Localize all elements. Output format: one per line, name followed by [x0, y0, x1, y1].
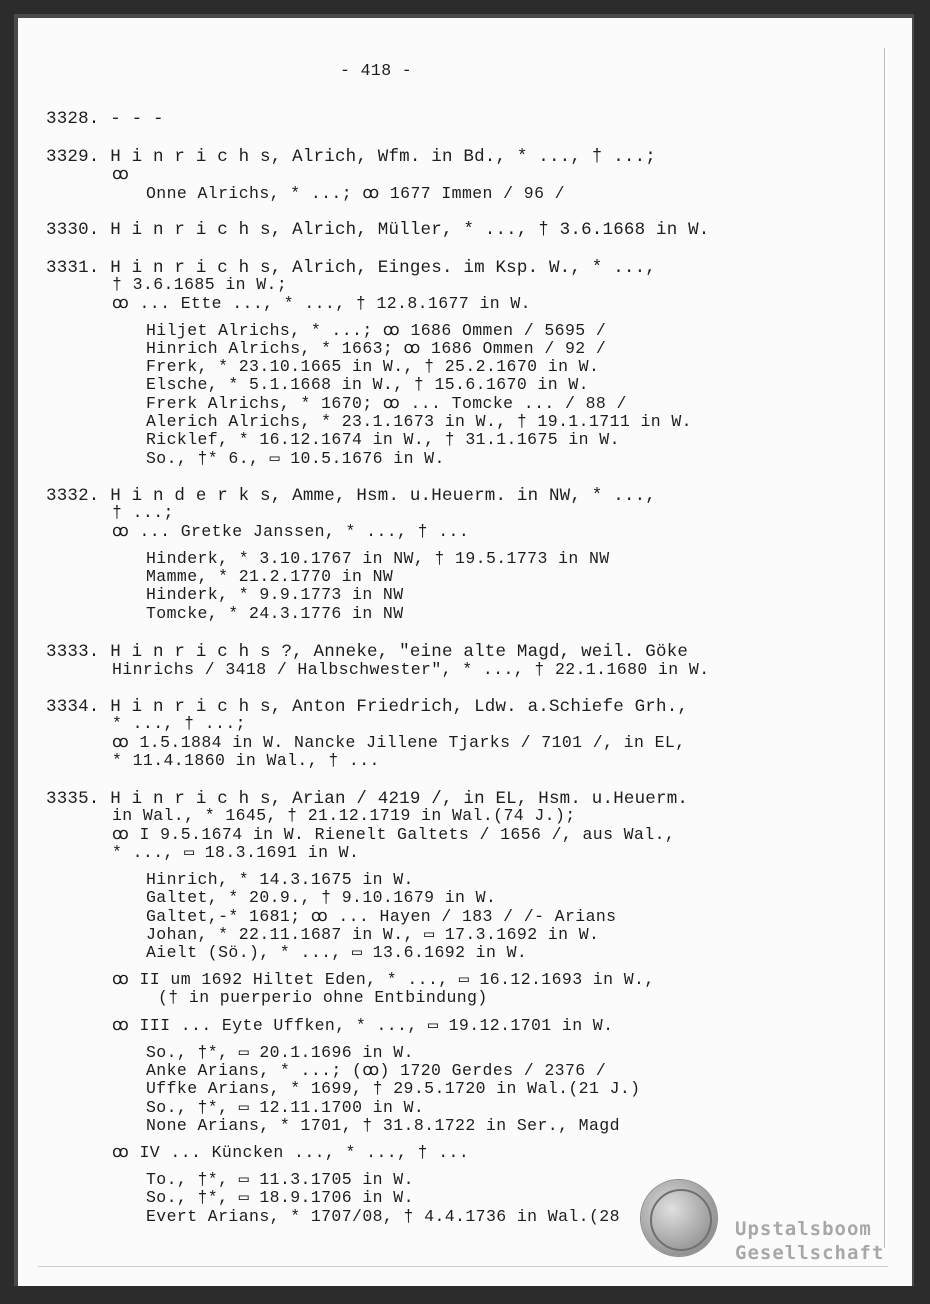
entry-3332-marriage: ꝏ ... Gretke Janssen, * ..., † ...	[112, 522, 470, 541]
entry-3334-death: * ..., † ...;	[112, 714, 246, 733]
logo-line-1: Upstalsboom	[735, 1218, 872, 1240]
entry-3335-child: Uffke Arians, * 1699, † 29.5.1720 in Wal.(21 J.)	[146, 1079, 641, 1098]
entry-3331-death: † 3.6.1685 in W.;	[112, 275, 288, 294]
seal-ring	[650, 1189, 712, 1251]
entry-3335-child: Anke Arians, * ...; (ꝏ) 1720 Gerdes / 2376 /	[146, 1061, 607, 1080]
entry-3335-marriage-1: ꝏ I 9.5.1674 in W. Rienelt Galtets / 1656 /, aus Wal.,	[112, 825, 676, 844]
entry-3335-child: Galtet,-* 1681; ꝏ ... Hayen / 183 / /- Arians	[146, 907, 617, 926]
entry-3334-spouse: * 11.4.1860 in Wal., † ...	[112, 751, 380, 770]
seal-icon	[641, 1180, 717, 1256]
entry-3335-child: Aielt (Sö.), * ..., ▭ 13.6.1692 in W.	[146, 943, 528, 962]
entry-3330-head: 3330. H i n r i c h s, Alrich, Müller, * ..., † 3.6.1668 in W.	[46, 220, 710, 240]
entry-3332-child: Mamme, * 21.2.1770 in NW	[146, 567, 394, 586]
entry-3331-child: Hinrich Alrichs, * 1663; ꝏ 1686 Ommen / 92 /	[146, 339, 607, 358]
entry-3335-child: Hinrich, * 14.3.1675 in W.	[146, 870, 414, 889]
entry-3335-child: Galtet, * 20.9., † 9.10.1679 in W.	[146, 888, 497, 907]
entry-3332-child: Hinderk, * 9.9.1773 in NW	[146, 585, 404, 604]
marriage-symbol: ꝏ	[112, 165, 130, 184]
entry-3335-marriage-4: ꝏ IV ... Küncken ..., * ..., † ...	[112, 1143, 470, 1162]
entry-3331-child: Hiljet Alrichs, * ...; ꝏ 1686 Ommen / 5695 /	[146, 321, 607, 340]
entry-3335-child: So., †*, ▭ 18.9.1706 in W.	[146, 1188, 414, 1207]
entry-3335-life: in Wal., * 1645, † 21.12.1719 in Wal.(74 J.);	[112, 806, 576, 825]
logo-line-2: Gesellschaft	[735, 1242, 885, 1264]
entry-3331-head: 3331. H i n r i c h s, Alrich, Einges. im Ksp. W., * ...,	[46, 258, 656, 278]
entry-3334-marriage: ꝏ 1.5.1884 in W. Nancke Jillene Tjarks / 7101 /, in EL,	[112, 733, 686, 752]
entry-3331-child: Alerich Alrichs, * 23.1.1673 in W., † 19.1.1711 in W.	[146, 412, 692, 431]
entry-3329-child: Onne Alrichs, * ...; ꝏ 1677 Immen / 96 /	[146, 184, 565, 203]
page-number: - 418 -	[340, 61, 413, 80]
entry-3335-child: Johan, * 22.11.1687 in W., ▭ 17.3.1692 in W.	[146, 925, 600, 944]
entry-3328: 3328. - - -	[46, 109, 164, 129]
entry-3333-cont: Hinrichs / 3418 / Halbschwester", * ..., † 22.1.1680 in W.	[112, 660, 710, 679]
entry-3335-head: 3335. H i n r i c h s, Arian / 4219 /, in EL, Hsm. u.Heuerm.	[46, 789, 689, 809]
entry-3331-child: So., †* 6., ▭ 10.5.1676 in W.	[146, 449, 445, 468]
entry-3331-marriage: ꝏ ... Ette ..., * ..., † 12.8.1677 in W.	[112, 294, 531, 313]
entry-3334-head: 3334. H i n r i c h s, Anton Friedrich, Ldw. a.Schiefe Grh.,	[46, 697, 689, 717]
entry-3335-child: Evert Arians, * 1707/08, † 4.4.1736 in Wal.(28	[146, 1207, 620, 1226]
page-right-edge	[884, 48, 885, 1248]
entry-3329-head: 3329. H i n r i c h s, Alrich, Wfm. in Bd., * ..., † ...;	[46, 147, 656, 167]
entry-3335-child: None Arians, * 1701, † 31.8.1722 in Ser., Magd	[146, 1116, 620, 1135]
entry-3331-child: Ricklef, * 16.12.1674 in W., † 31.1.1675 in W.	[146, 430, 620, 449]
entry-3331-child: Elsche, * 5.1.1668 in W., † 15.6.1670 in W.	[146, 375, 589, 394]
entry-3335-note: († in puerperio ohne Entbindung)	[158, 988, 488, 1007]
entry-3333-head: 3333. H i n r i c h s ?, Anneke, "eine alte Magd, weil. Göke	[46, 642, 689, 662]
entry-3332-child: Hinderk, * 3.10.1767 in NW, † 19.5.1773 in NW	[146, 549, 610, 568]
entry-3335-marriage-3: ꝏ III ... Eyte Uffken, * ..., ▭ 19.12.1701 in W.	[112, 1016, 614, 1035]
entry-3335-child: To., †*, ▭ 11.3.1705 in W.	[146, 1170, 414, 1189]
entry-3335-spouse-1: * ..., ▭ 18.3.1691 in W.	[112, 843, 360, 862]
entry-3332-death: † ...;	[112, 503, 174, 522]
entry-3331-child: Frerk Alrichs, * 1670; ꝏ ... Tomcke ... / 88 /	[146, 394, 627, 413]
entry-3332-head: 3332. H i n d e r k s, Amme, Hsm. u.Heuerm. in NW, * ...,	[46, 486, 656, 506]
entry-3331-child: Frerk, * 23.10.1665 in W., † 25.2.1670 in W.	[146, 357, 600, 376]
page-bottom-edge	[38, 1266, 888, 1267]
entry-3335-child: So., †*, ▭ 12.11.1700 in W.	[146, 1098, 425, 1117]
entry-3332-child: Tomcke, * 24.3.1776 in NW	[146, 604, 404, 623]
entry-3335-marriage-2: ꝏ II um 1692 Hiltet Eden, * ..., ▭ 16.12.1693 in W.,	[112, 970, 655, 989]
entry-3335-child: So., †*, ▭ 20.1.1696 in W.	[146, 1043, 414, 1062]
